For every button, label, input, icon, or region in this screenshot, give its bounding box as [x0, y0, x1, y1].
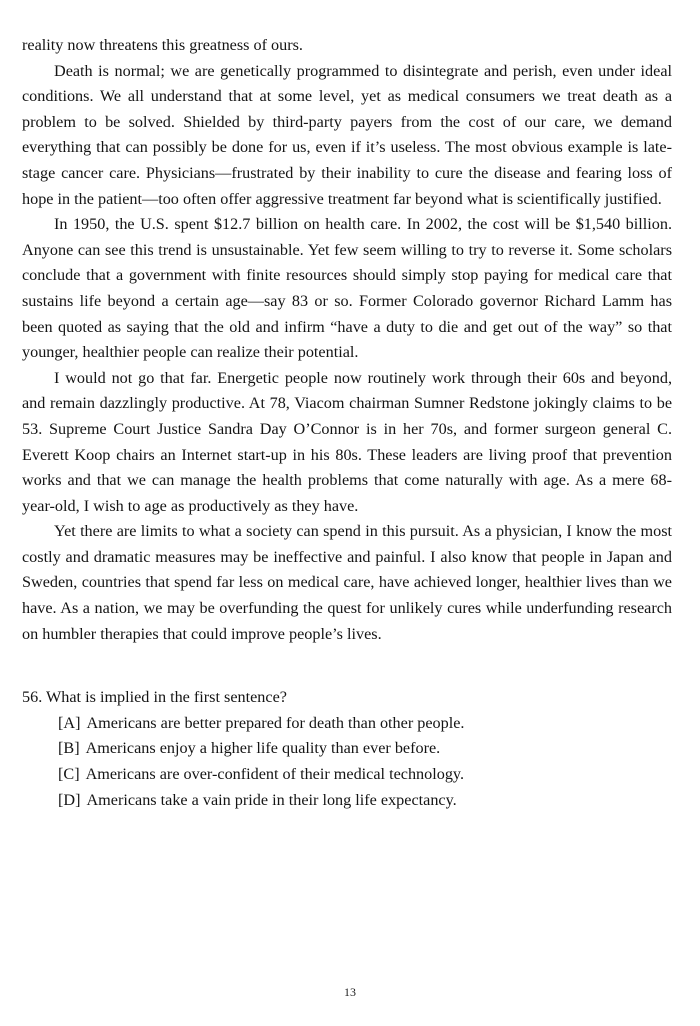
option-text: Americans enjoy a higher life quality than ever before.	[85, 739, 441, 758]
paragraph-productive-aging: I would not go that far. Energetic people now routinely work through their 60s and beyond, and remain dazzlingly productive. At 78, Viacom chairman Sumner Redstone jokingly claims to be 53. Supreme Court Justice Sandra Day O’Connor is in her 70s, and former surgeon general C. Everett Koop chairs an Internet start-up in his 80s. These leaders are living proof that prevention works and that we can manage the health problems that come naturally with age. As a mere 68-year-old, I wish to age as productively as they have.	[22, 368, 672, 515]
option-d	[22, 788, 672, 814]
option-c	[22, 762, 672, 788]
question-stem	[22, 685, 672, 711]
paragraph-health-care-cost: In 1950, the U.S. spent $12.7 billion on health care. In 2002, the cost will be $1,540 billion. Anyone can see this trend is unsustainable. Yet few seem willing to try to reverse it. Some scholars conclude that a government with finite resources should simply stop paying for medical care that sustains life beyond a certain age—say 83 or so. Former Colorado governor Richard Lamm has been quoted as saying that the old and infirm “have a duty to die and get out of the way” so that younger, healthier people can realize their potential.	[22, 215, 672, 362]
document-page	[22, 33, 672, 813]
answer-options	[22, 711, 672, 813]
question-56	[22, 685, 672, 813]
paragraph-death-is-normal: Death is normal; we are genetically programmed to disintegrate and perish, even under ideal conditions. We all understand that at some level, yet as medical consumers we treat death as a problem to be solved. Shielded by third-party payers from the cost of our care, we demand everything that can possibly be done for us, even if it’s useless. The most obvious example is late-stage cancer care. Physicians—frustrated by their inability to cure the disease and fearing loss of hope in the patient—too often offer aggressive treatment far beyond what is scientifically justified.	[22, 61, 672, 208]
option-letter: [B]	[58, 739, 80, 758]
option-text: Americans take a vain pride in their long life expectancy.	[86, 790, 457, 809]
question-number: 56.	[22, 688, 43, 707]
page-number: 13	[344, 985, 356, 999]
option-b	[22, 736, 672, 762]
option-text: Americans are better prepared for death than other people.	[86, 713, 465, 732]
paragraph-continuation: reality now threatens this greatness of ours.	[22, 36, 303, 54]
question-text: What is implied in the first sentence?	[46, 688, 287, 707]
option-letter: [A]	[58, 713, 81, 732]
paragraph-limits-of-spending: Yet there are limits to what a society can spend in this pursuit. As a physician, I know the most costly and dramatic measures may be ineffective and painful. I also know that people in Japan and Sweden, countries that spend far less on medical care, have achieved longer, healthier lives than we have. As a nation, we may be overfunding the quest for unlikely cures while underfunding research on humbler therapies that could improve people’s lives.	[22, 522, 672, 643]
option-letter: [C]	[58, 765, 80, 784]
option-text: Americans are over-confident of their medical technology.	[85, 765, 464, 784]
option-letter: [D]	[58, 790, 81, 809]
option-a	[22, 711, 672, 737]
